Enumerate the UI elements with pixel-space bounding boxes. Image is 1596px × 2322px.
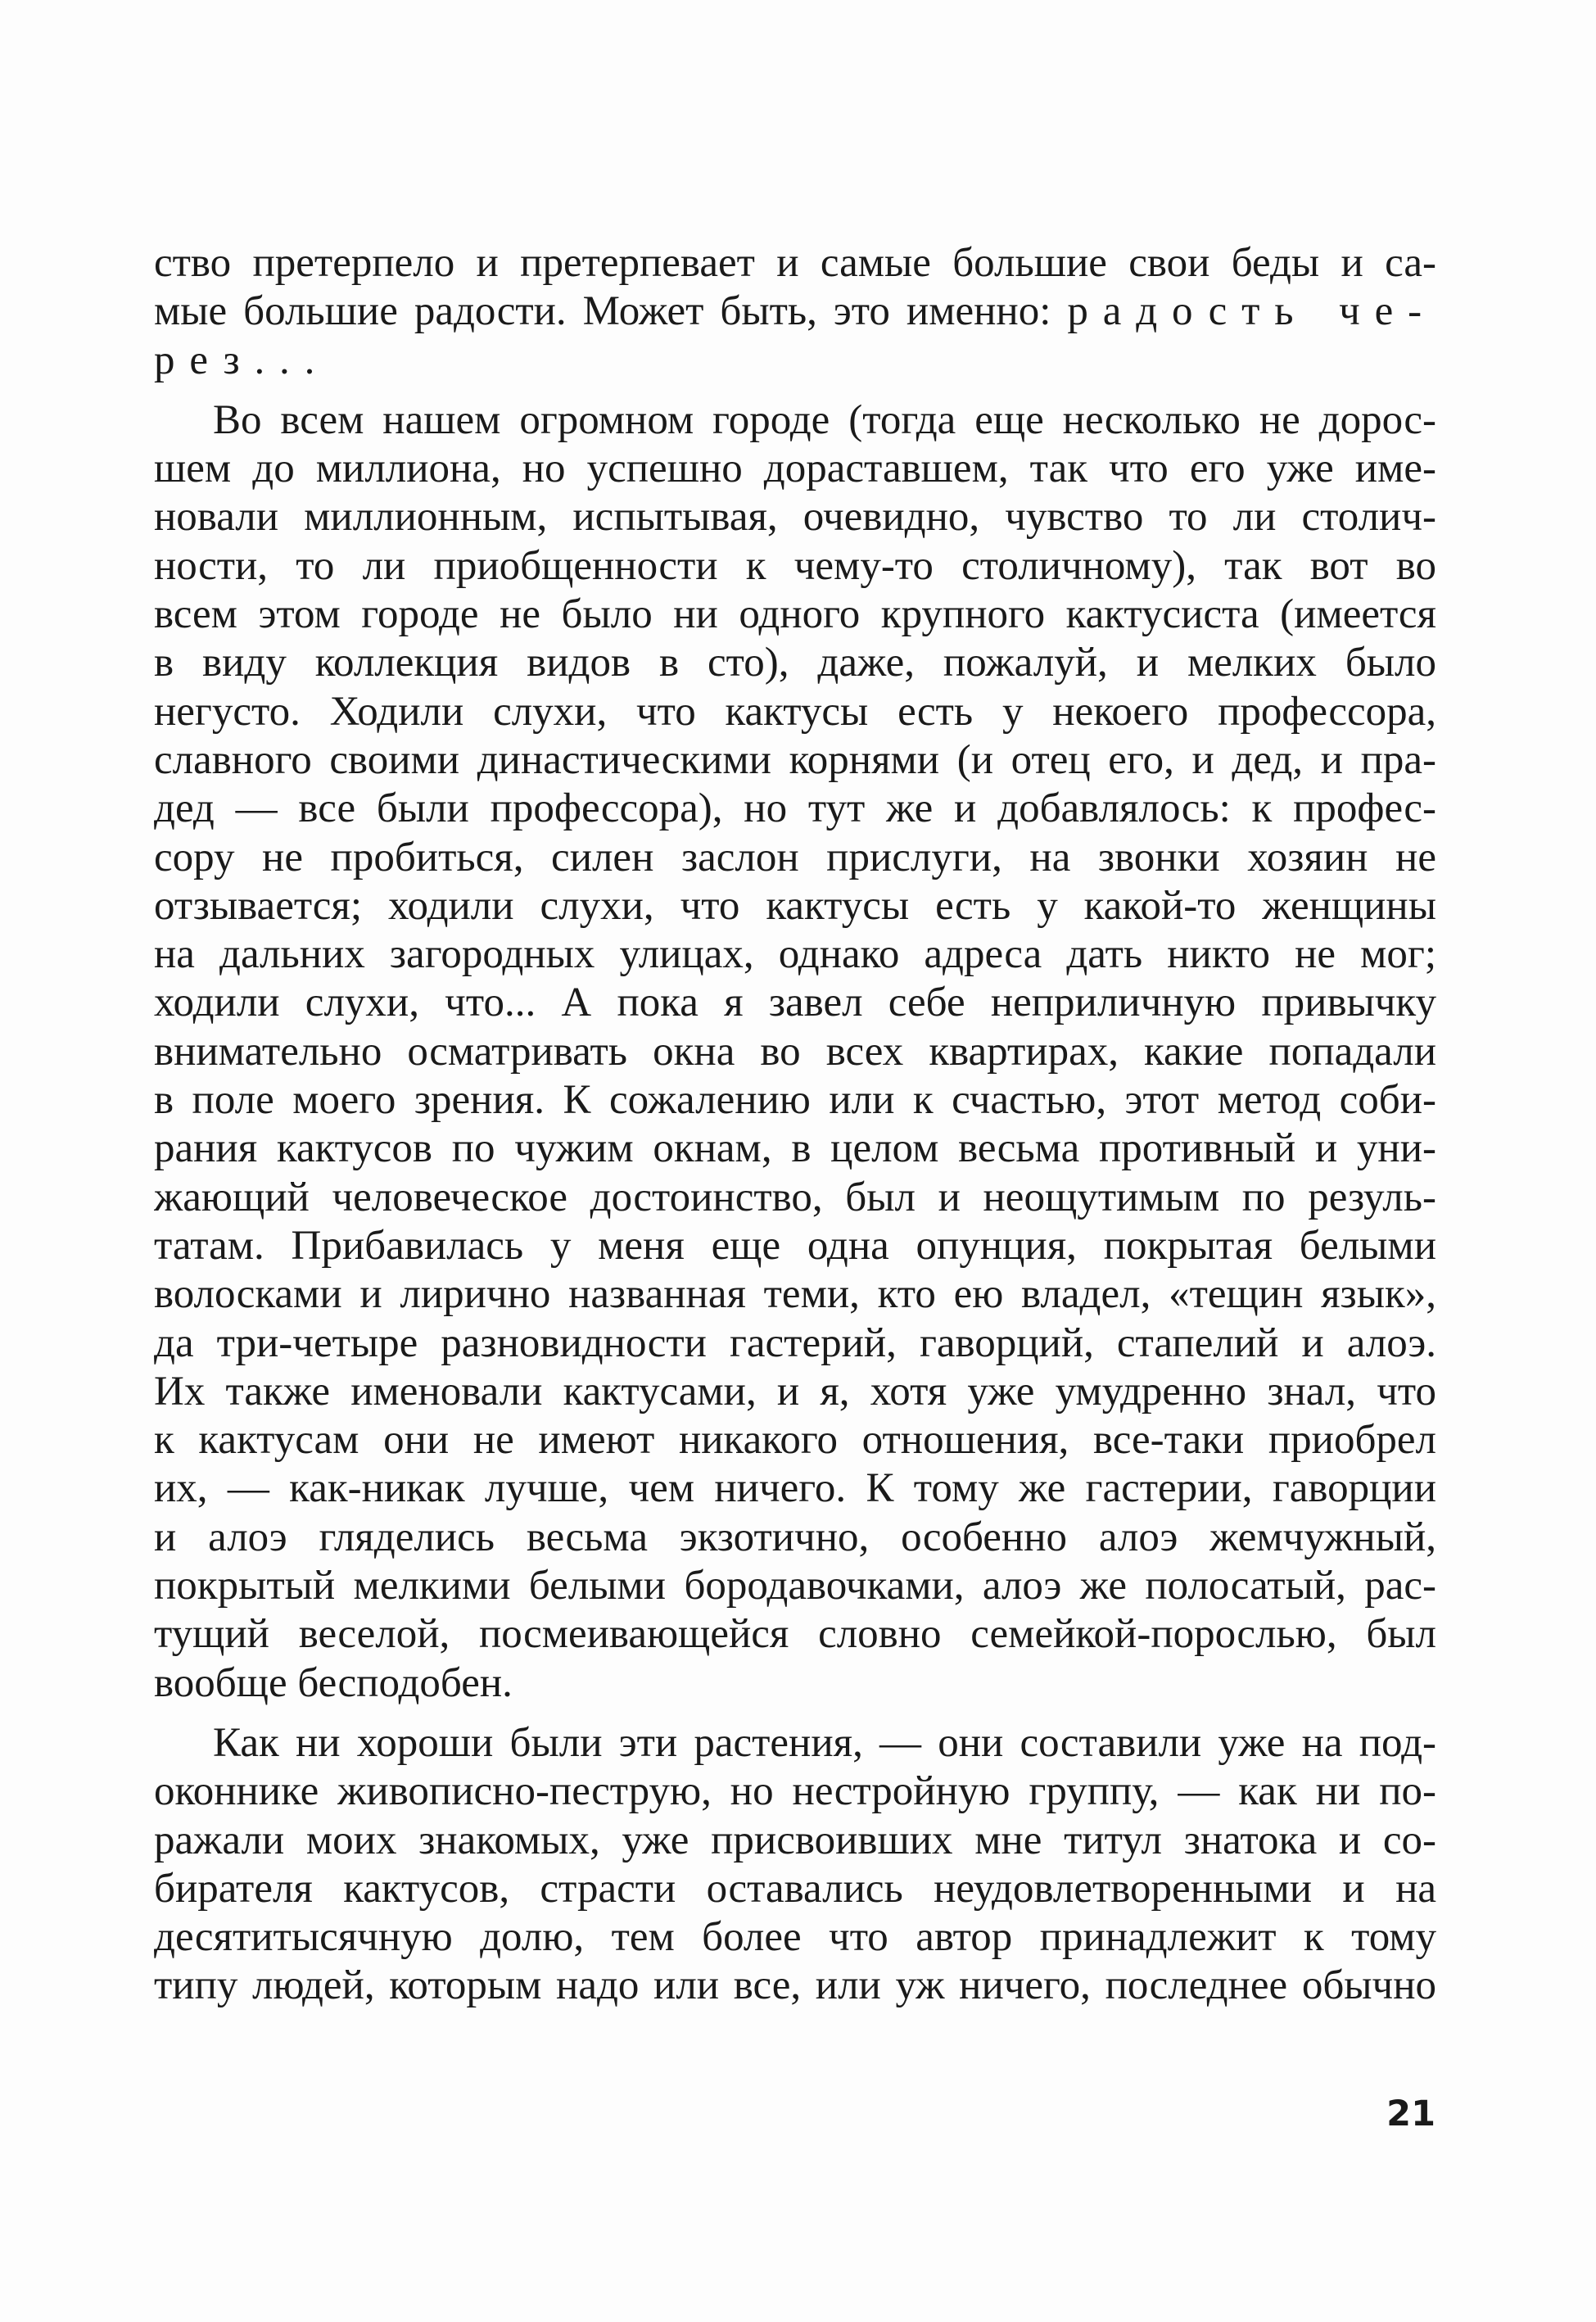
text-line: шем до миллиона, но успешно дораставшем, так что его уже име- [154,446,1436,492]
page-number: 21 [1386,2093,1435,2134]
text-line: отзывается; ходили слухи, что кактусы есть у какой-то женщины [154,882,1436,929]
text-line: типу людей, которым надо или все, или уж ничего, последнее обычно [154,1962,1436,2009]
text-line: бирателя кактусов, страсти оставались неудовлетворенными и на [154,1865,1436,1912]
text-line: вообще бесподобен. [154,1659,513,1706]
text-line: Как ни хороши были эти растения, — они составили уже на под- [213,1719,1436,1766]
text-line: ство претерпело и претерпевает и самые большие свои беды и са- [154,240,1436,286]
text-line [154,287,1436,336]
text-line: на дальних загородных улицах, однако адреса дать никто не мог; [154,931,1436,978]
text-fragment: мые большие радости. Может быть, это именно: [154,288,1068,335]
text-line: ражали моих знакомых, уже присвоивших мне титул знатока и со- [154,1817,1436,1863]
text-line: дед — все были профессора), но тут же и добавлялось: к профес- [154,785,1436,832]
text-line: ности, то ли приобщенности к чему-то столичному), так вот во [154,542,1436,589]
text-line: и алоэ гляделись весьма экзотично, особенно алоэ жемчужный, [154,1514,1436,1560]
text-line: татам. Прибавилась у меня еще одна опунция, покрытая белыми [154,1222,1436,1269]
text-line: всем этом городе не было ни одного крупного кактусиста (имеется [154,591,1436,638]
paragraph-gap [154,1708,1436,1719]
text-line: жающий человеческое достоинство, был и неощутимым по резуль- [154,1174,1436,1220]
text-line: в виду коллекция видов в сто), даже, пожалуй, и мелких было [154,640,1436,686]
text-line: оконнике живописно-пеструю, но нестройную группу, — как ни по- [154,1768,1436,1815]
text-line: ходили слухи, что... А пока я завел себе неприличную привычку [154,980,1436,1026]
text-line: волосками и лирично названная теми, кто ею владел, «тещин язык», [154,1271,1436,1318]
text-line: рания кактусов по чужим окнам, в целом весьма противный и уни- [154,1125,1436,1172]
text-line: к кактусам они не имеют никакого отношения, все-таки приобрел [154,1417,1436,1464]
text-line: да три-четыре разновидности гастерий, гаворций, стапелий и алоэ. [154,1319,1436,1366]
text-line: рез... [154,337,330,383]
spaced-emphasis: радость че- [1067,288,1436,335]
text-line: сору не пробиться, силен заслон прислуги, на звонки хозяин не [154,834,1436,880]
body-text [154,239,1436,2011]
text-line: покрытый мелкими белыми бородавочками, алоэ же полосатый, рас- [154,1563,1436,1609]
text-line: негусто. Ходили слухи, что кактусы есть у некоего профессора, [154,688,1436,735]
text-line: славного своими династическими корнями (и отец его, и дед, и пра- [154,736,1436,783]
text-line: в поле моего зрения. К сожалению или к счастью, этот метод соби- [154,1077,1436,1124]
text-line: Их также именовали кактусами, и я, хотя уже умудренно знал, что [154,1368,1436,1414]
text-line: новали миллионным, испытывая, очевидно, чувство то ли столич- [154,494,1436,541]
text-line: внимательно осматривать окна во всех квартирах, какие попадали [154,1028,1436,1075]
text-line: Во всем нашем огромном городе (тогда еще несколько не дорос- [213,396,1436,443]
text-line: тущий веселой, посмеивающейся словно семейкой-порослью, был [154,1611,1436,1658]
paragraph-gap [154,385,1436,396]
text-line: десятитысячную долю, тем более что автор принадлежит к тому [154,1914,1436,1961]
text-line: их, — как-никак лучше, чем ничего. К тому же гастерии, гаворции [154,1465,1436,1512]
